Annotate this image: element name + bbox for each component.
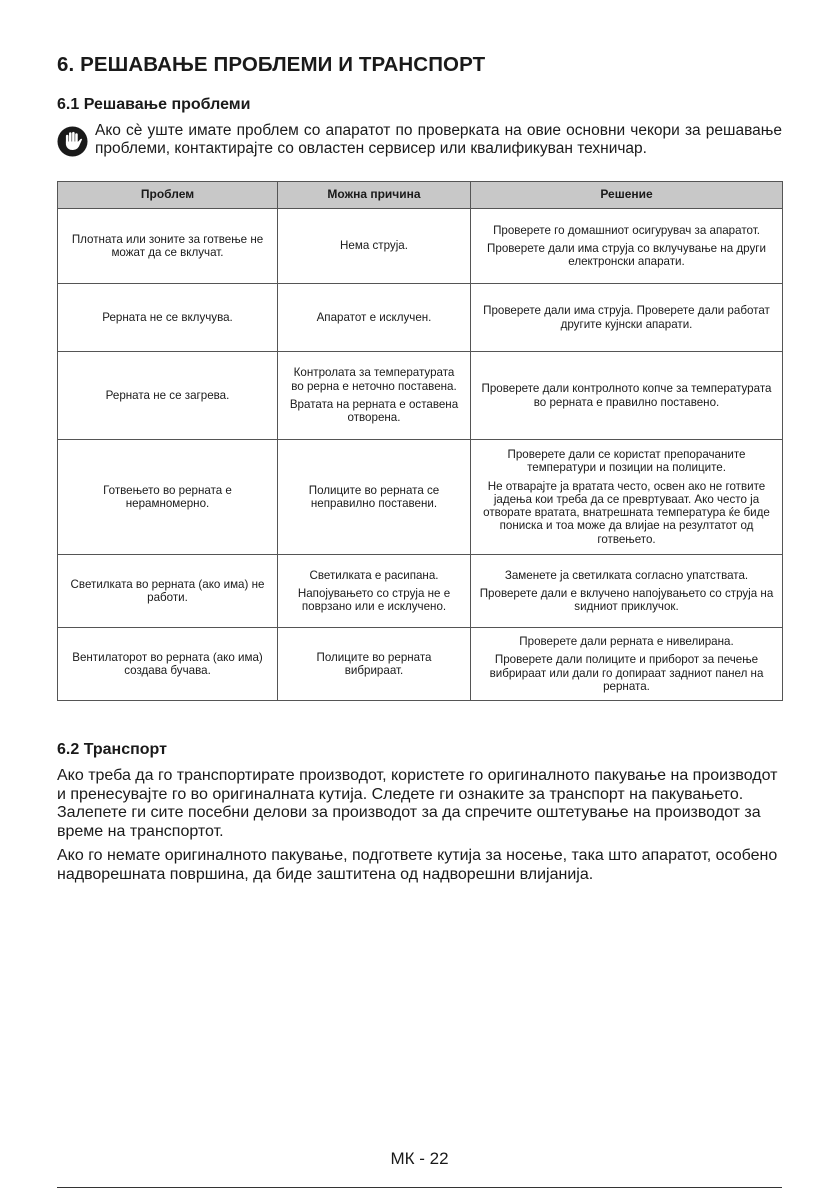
troubleshooting-heading: 6.1 Решавање проблеми [57, 96, 251, 113]
solution-cell: Проверете дали се користат препорачаните температури и позиции на полиците. Не отварајте ја вратата често, освен ако не готвите јадења кои треба да се превртуваат. Ако често ја отворате вратата, внатрешната температура ќе биде пониска и тоа може да влијае на резултатот од готвењето. [471, 440, 783, 555]
warning-note [57, 122, 782, 157]
table-header-row [58, 182, 783, 209]
cause-cell: Светилката е расипана. Напојувањето со струја не е поврзано или е исклучено. [278, 555, 471, 628]
solution-cell: Проверете дали има струја. Проверете дали работат другите кујнски апарати. [471, 284, 783, 352]
problem-cell: Светилката во рерната (ако има) не работи. [58, 555, 278, 628]
table-row [58, 209, 783, 284]
page-number: МК - 22 [390, 1149, 449, 1168]
table-row [58, 440, 783, 555]
column-header-cause: Можна причина [278, 182, 471, 209]
solution-cell: Заменете ја светилката согласно упатствата. Проверете дали е вклучено напојувањето со струја на ѕидниот приклучок. [471, 555, 783, 628]
column-header-solution: Решение [471, 182, 783, 209]
cause-cell: Контролата за температурата во рерна е неточно поставена. Вратата на рерната е оставена отворена. [278, 352, 471, 440]
section-title: 6. РЕШАВАЊЕ ПРОБЛЕМИ И ТРАНСПОРТ [57, 53, 486, 76]
cause-cell: Полиците во рерната се неправилно поставени. [278, 440, 471, 555]
table-row [58, 628, 783, 701]
solution-cell: Проверете го домашниот осигурувач за апаратот. Проверете дали има струја со вклучување на други електронски апарати. [471, 209, 783, 284]
footer-divider [57, 1187, 782, 1188]
problem-cell: Готвењето во рерната е нерамномерно. [58, 440, 278, 555]
troubleshooting-table [57, 181, 783, 701]
problem-cell: Рерната не се вклучува. [58, 284, 278, 352]
cause-cell: Нема струја. [278, 209, 471, 284]
table-row [58, 352, 783, 440]
transport-paragraph: Ако го немате оригиналното пакување, подгответе кутија за носење, така што апаратот, особено надворешната површина, да биде заштитена од надворешни влијанија. [57, 847, 778, 883]
problem-cell: Плотната или зоните за готвење не можат да се вклучат. [58, 209, 278, 284]
problem-cell: Вентилаторот во рерната (ако има) создава бучава. [58, 628, 278, 701]
transport-paragraph: Ако треба да го транспортирате производот, користете го оригиналното пакување на производот и пренесувајте го во оригиналната кутија. Следете ги ознаките за транспорт на пакувањето. Залепете ги сите посебни делови за производот за да спречите оштетување на производот за време на транспортот. [57, 767, 778, 840]
transport-body [57, 767, 782, 890]
table-row [58, 555, 783, 628]
table-row [58, 284, 783, 352]
cause-cell: Апаратот е исклучен. [278, 284, 471, 352]
solution-cell: Проверете дали контролното копче за температурата во рерната е правилно поставено. [471, 352, 783, 440]
warning-note-text: Ако сè уште имате проблем со апаратот по проверката на овие основни чекори за решавање проблеми, контактирајте со овластен сервисер или квалификуван техничар. [95, 122, 782, 157]
column-header-problem: Проблем [58, 182, 278, 209]
solution-cell: Проверете дали рерната е нивелирана. Проверете дали полиците и приборот за печење вибрираат или дали го допираат задниот панел на рерната. [471, 628, 783, 701]
transport-heading: 6.2 Транспорт [57, 741, 167, 758]
problem-cell: Рерната не се загрева. [58, 352, 278, 440]
hand-stop-icon [57, 126, 88, 157]
cause-cell: Полиците во рерната вибрираат. [278, 628, 471, 701]
